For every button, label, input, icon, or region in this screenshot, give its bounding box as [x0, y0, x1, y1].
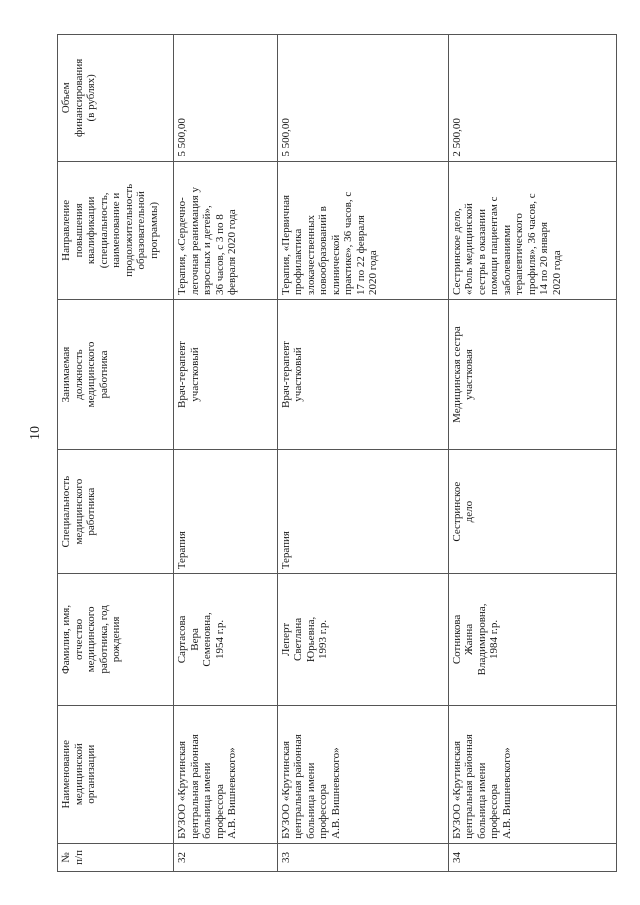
full-name-cell: Сотникова Жанна Владимировна, 1984 г.р. [448, 574, 616, 705]
header-training-direction: Направление повышения квалификации (специальность, наименование и продолжительность образовательной программы) [58, 161, 174, 299]
training-table [57, 34, 617, 872]
funding-amount-cell: 2 500,00 [448, 35, 616, 162]
training-direction-cell: Терапия, «Сердечно- легочная реанимация у взрослых и детей», 36 часов, с 3 по 8 февраля 2020 года [174, 161, 278, 299]
specialty-cell: Терапия [277, 450, 448, 574]
header-organization: Наименование медицинской организации [58, 705, 174, 843]
header-number: № п/п [58, 843, 174, 871]
rotated-table-wrapper [57, 34, 617, 872]
header-funding-amount: Объем финансирования (в рублях) [58, 35, 174, 162]
row-number: 33 [277, 843, 448, 871]
specialty-cell: Терапия [174, 450, 278, 574]
training-direction-cell: Терапия, «Первичная профилактика злокачественных новообразований в клинической практике», 36 часов, с 17 по 22 февраля 2020 года [277, 161, 448, 299]
funding-amount-cell: 5 500,00 [277, 35, 448, 162]
organization-cell: БУЗОО «Крутинская центральная районная больница имени профессора А.В. Вишневского» [174, 705, 278, 843]
row-number: 34 [448, 843, 616, 871]
position-cell: Врач-терапевт участковый [174, 299, 278, 449]
header-specialty: Специальность медицинского работника [58, 450, 174, 574]
page-number: 10 [28, 426, 43, 440]
table-header-row [58, 35, 174, 872]
table-row [277, 35, 448, 872]
full-name-cell: Леперт Светлана Юрьевна, 1993 г.р. [277, 574, 448, 705]
funding-amount-cell: 5 500,00 [174, 35, 278, 162]
table-row [448, 35, 616, 872]
specialty-cell: Сестринское дело [448, 450, 616, 574]
full-name-cell: Сартасова Вера Семеновна, 1954 г.р. [174, 574, 278, 705]
header-position: Занимаемая должность медицинского работника [58, 299, 174, 449]
table-row [174, 35, 278, 872]
header-full-name: Фамилия, имя, отчество медицинского работника, год рождения [58, 574, 174, 705]
position-cell: Медицинская сестра участковая [448, 299, 616, 449]
organization-cell: БУЗОО «Крутинская центральная районная больница имени профессора А.В. Вишневского» [448, 705, 616, 843]
organization-cell: БУЗОО «Крутинская центральная районная больница имени профессора А.В. Вишневского» [277, 705, 448, 843]
training-direction-cell: Сестринское дело, «Роль медицинской сестры в оказании помощи пациентам с заболеваниями терапевтического профиля», 36 часов, с 14 по 20 января 2020 года [448, 161, 616, 299]
position-cell: Врач-терапевт участковый [277, 299, 448, 449]
row-number: 32 [174, 843, 278, 871]
